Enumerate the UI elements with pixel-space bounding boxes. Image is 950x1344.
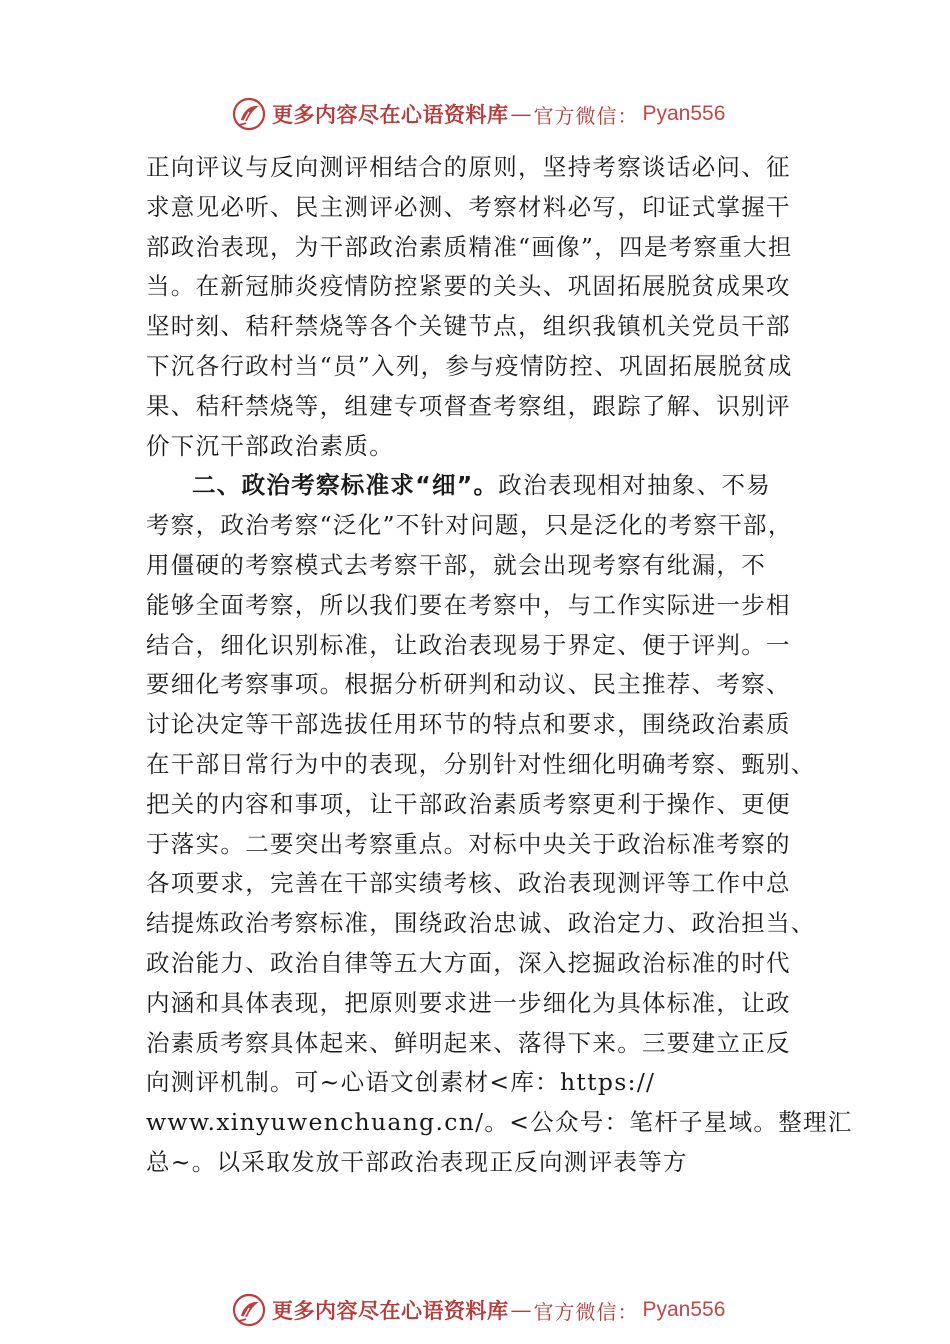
banner-main-text: 更多内容尽在心语资料库: [272, 102, 509, 127]
header-watermark: [232, 94, 725, 134]
body-line: 各项要求，完善在干部实绩考核、政治表现测评等工作中总: [146, 869, 791, 898]
banner-label: 官方微信：: [533, 103, 639, 128]
body-line: 下沉各行政村当“员”入列，参与疫情防控、巩固拓展脱贫成: [146, 351, 793, 380]
banner-main-text: 更多内容尽在心语资料库: [272, 1298, 509, 1323]
body-line: 总~。以采取发放干部政治表现正反向测评表等方: [146, 1147, 688, 1176]
banner-dash: —: [510, 102, 532, 126]
footer-watermark: [232, 1290, 725, 1330]
body-line: 能够全面考察，所以我们要在考察中，与工作实际进一步相: [146, 590, 791, 619]
body-line: www.xinyuwenchuang.cn/。<公众号：笔杆子星域。整理汇: [146, 1108, 853, 1137]
body-line: 讨论决定等干部选拔任用环节的特点和要求，围绕政治素质: [146, 710, 791, 739]
pen-logo-icon: [232, 97, 266, 131]
section-heading-line: [146, 466, 836, 506]
body-line: 当。在新冠肺炎疫情防控紧要的关头、巩固拓展脱贫成果攻: [146, 272, 791, 301]
banner-account: Pyan556: [642, 1298, 726, 1321]
body-line: 向测评机制。可~心语文创素材<库：https://: [146, 1068, 656, 1097]
body-line: 果、秸秆禁烧等，组建专项督查考察组，跟踪了解、识别评: [146, 391, 791, 420]
pen-logo-icon: [232, 1293, 266, 1327]
body-line: 部政治表现，为干部政治素质精准“画像”，四是考察重大担: [146, 232, 793, 261]
banner-dash: —: [510, 1298, 532, 1322]
body-line: 于落实。二要突出考察重点。对标中央关于政治标准考察的: [146, 829, 791, 858]
body-line: 要细化考察事项。根据分析研判和动议、民主推荐、考察、: [146, 670, 791, 699]
body-line: 内涵和具体表现，把原则要求进一步细化为具体标准，让政: [146, 988, 791, 1017]
body-line: 政治能力、政治自律等五大方面，深入挖掘政治标准的时代: [146, 948, 791, 977]
body-line: 结合，细化识别标准，让政治表现易于界定、便于评判。一: [146, 630, 791, 659]
section-heading-tail: 政治表现相对抽象、不易: [498, 471, 772, 500]
banner-label: 官方微信：: [533, 1299, 639, 1324]
banner-account: Pyan556: [642, 102, 726, 125]
document-body: [146, 148, 853, 1183]
body-line: 坚时刻、秸秆禁烧等各个关键节点，组织我镇机关党员干部: [146, 312, 791, 341]
body-line: 考察，政治考察“泛化”不针对问题，只是泛化的考察干部，: [146, 511, 793, 540]
body-line: 价下沉干部政治素质。: [146, 431, 394, 460]
body-line: 结提炼政治考察标准，围绕政治忠诚、政治定力、政治担当、: [146, 909, 816, 938]
body-line: 用僵硬的考察模式去考察干部，就会出现考察有纰漏，不: [146, 550, 766, 579]
body-line: 治素质考察具体起来、鲜明起来、落得下来。三要建立正反: [146, 1028, 791, 1057]
section-heading: 二、政治考察标准求“细”。: [192, 471, 499, 500]
body-line: 求意见必听、民主测评必测、考察材料必写，印证式掌握干: [146, 192, 791, 221]
body-line: 正向评议与反向测评相结合的原则，坚持考察谈话必问、征: [146, 153, 791, 181]
body-line: 在干部日常行为中的表现，分别针对性细化明确考察、甄别、: [146, 749, 816, 778]
body-line: 把关的内容和事项，让干部政治素质考察更利于操作、更便: [146, 789, 791, 818]
